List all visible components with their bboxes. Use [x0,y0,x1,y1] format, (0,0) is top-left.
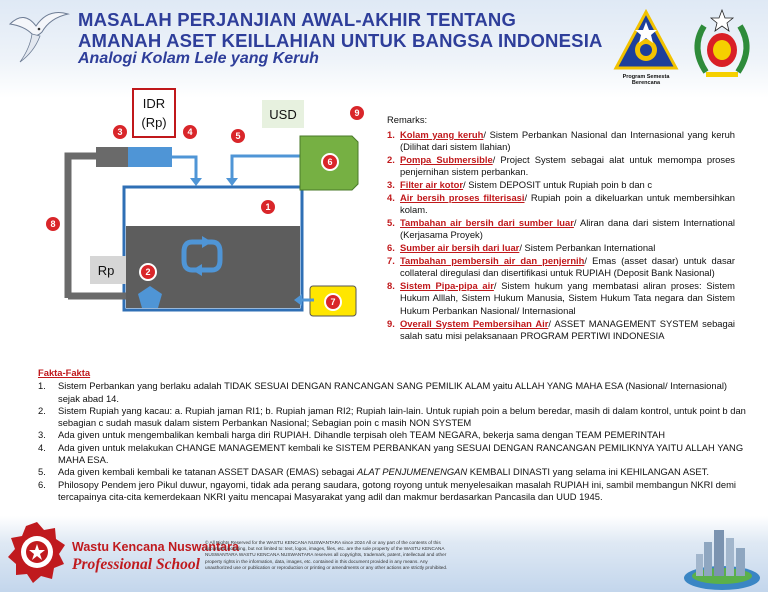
fact-item: 1. Sistem Perbankan yang berlaku adalah TIDAK SESUAI DENGAN RANCANGAN SANG PEMILIK ALAM yaitu ALLAH YANG MAHA ESA (Nasional/ Internasional) sejak abad 14. [38,380,728,404]
page-title-line1: MASALAH PERJANJIAN AWAL-AKHIR TENTANG [78,9,517,30]
program-logo [612,8,680,84]
garuda-wreath-emblem-icon [684,6,760,86]
remarks-heading: Remarks: [387,114,428,125]
remark-item: 6. Sumber air bersih dari luar/ Sistem Perbankan International [387,241,656,253]
school-logo-icon [6,520,68,586]
dirty-filter [96,147,128,167]
badge-9-label: 9 [354,108,360,118]
badge-1-label: 1 [265,202,271,212]
remark-item: 5. Tambahan air bersih dari sumber luar/ Aliran dana dari sistem International (Kerjasama Proyek) [387,216,735,241]
remark-item: 2. Pompa Submersible/ Project System sebagai alat untuk memompa proses penjernihan sistem perbankan. [387,153,735,178]
remark-item: 3. Filter air kotor/ Sistem DEPOSIT untuk Rupiah poin b dan c [387,178,653,190]
copyright-notice: © All Rights Reserved for the WASTU KENCANA NUSWANTARA since 2024 All or any part of the contents of this document including, but not limited to: text, logos, images, files, etc. are the sole property of the WASTU KENCANA NUSWANTARA WASTU KENCANA NUSWANTARA reserves all copyrights, trademark, patent, intellectual and other property rights in the information, data, images, etc. contained in this document provided in any means. Any unauthorized use or publication or reproduction or printing or amendments or any other actions are strictly prohibited. [205,540,448,570]
program-logo-caption: Program Semesta Berencana [622,74,670,86]
city-globe-icon [676,512,764,592]
remark-item: 9. Overall System Pembersihan Air/ ASSET MANAGEMENT SYSTEM sebagai salah satu misi pelaksanaan PROGRAM PERTIWI INDONESIA [387,317,736,342]
remark-item: 7. Tambahan pembersih air dan penjernih/ Emas (asset dasar) untuk dasar collateral diregulasi dan disertifikasi untuk RUPIAH (Deposit Bank Nasional) [387,254,735,279]
fact-item: 5. Ada given kembali kembali ke tatanan ASSET DASAR (EMAS) sebagai ALAT PENJUMENENGAN KEMBALI DINASTI yang selama ini KEHILANGAN ASET. [38,466,709,478]
usd-label: USD [269,107,297,122]
seagull-icon [6,4,72,68]
fact-item: 3. Ada given untuk mengembalikan kembali harga diri RUPIAH. Dihandle terpisah oleh TEAM NEGARA, bekerja sama dengan TEAM PEMERINTAH [38,429,666,441]
badge-3-label: 3 [117,127,123,137]
page-subtitle: Analogi Kolam Lele yang Keruh [78,50,319,67]
school-subtitle: Professional School [72,556,200,573]
remark-item: 8. Sistem Pipa-pipa air/ Sistem hukum yang membatasi aliran proses: Sistem Hukum Alllah, Sistem Hukum Manusia, Sistem Hukum Tata negara dan Sistem Hukum Perbankan Nasional/ Internasional [387,279,735,316]
fact-item: 2. Sistem Rupiah yang kacau: a. Rupiah jaman RI1; b. Rupiah jaman RI2; Rupiah lain-lain. Untuk rupiah poin a belum beredar, masih di dalam kontrol, untuk point b dan sebagian c sudah masuk dalam sistem Perbankan Nasional; Sebagian poin c masih NON SYSTEM [38,404,746,429]
facts-section [38,367,750,503]
idr-label: IDR [142,96,166,111]
rp-label: Rp [97,263,115,278]
badge-6-label: 6 [327,157,333,167]
school-name: Wastu Kencana Nuswantara [72,540,239,554]
facts-heading: Fakta-Fakta [38,367,91,378]
clean-water-block [128,147,172,167]
badge-8-label: 8 [50,219,56,229]
pond-diagram [0,86,380,356]
fact-item: 6. Philosopy Pendem jero Pikul duwur, ngayomi, tidak ada perang saudara, gotong royong untuk menyelesaikan masalah RUPIAH ini, sambil membangun NKRI demi tercapainya cita-cita kemerdekaan NKRI yaitu mencapai Masyarakat yang adil dan makmur berdasarkan Pancasila dan UUD 1945. [38,478,736,502]
badge-2-label: 2 [145,267,151,277]
remarks-panel [387,114,735,343]
remark-item: 1. Kolam yang keruh/ Sistem Perbankan Nasional dan Internasional yang keruh (Dilihat dari sistem Ilahian) [387,128,735,153]
badge-4-label: 4 [187,127,193,137]
page-title-line2: AMANAH ASET KEILLAHIAN UNTUK BANGSA INDONESIA [78,30,603,51]
fact-item: 4. Ada given untuk melakukan CHANGE MANAGEMENT kembali ke SISTEM PERBANKAN yang SESUAI DENGAN RANCANGAN PEMILIKNYA YAITU ALLAH YANG MAHA ESA. [38,441,744,466]
idr-rp-label: (Rp) [141,115,167,130]
badge-5-label: 5 [235,131,241,141]
badge-7-label: 7 [330,297,336,307]
triangle-emblem-icon [612,8,680,74]
remark-item: 4. Air bersih proses filterisasi/ Rupiah poin a dikeluarkan untuk membersihkan kolam. [387,191,735,216]
